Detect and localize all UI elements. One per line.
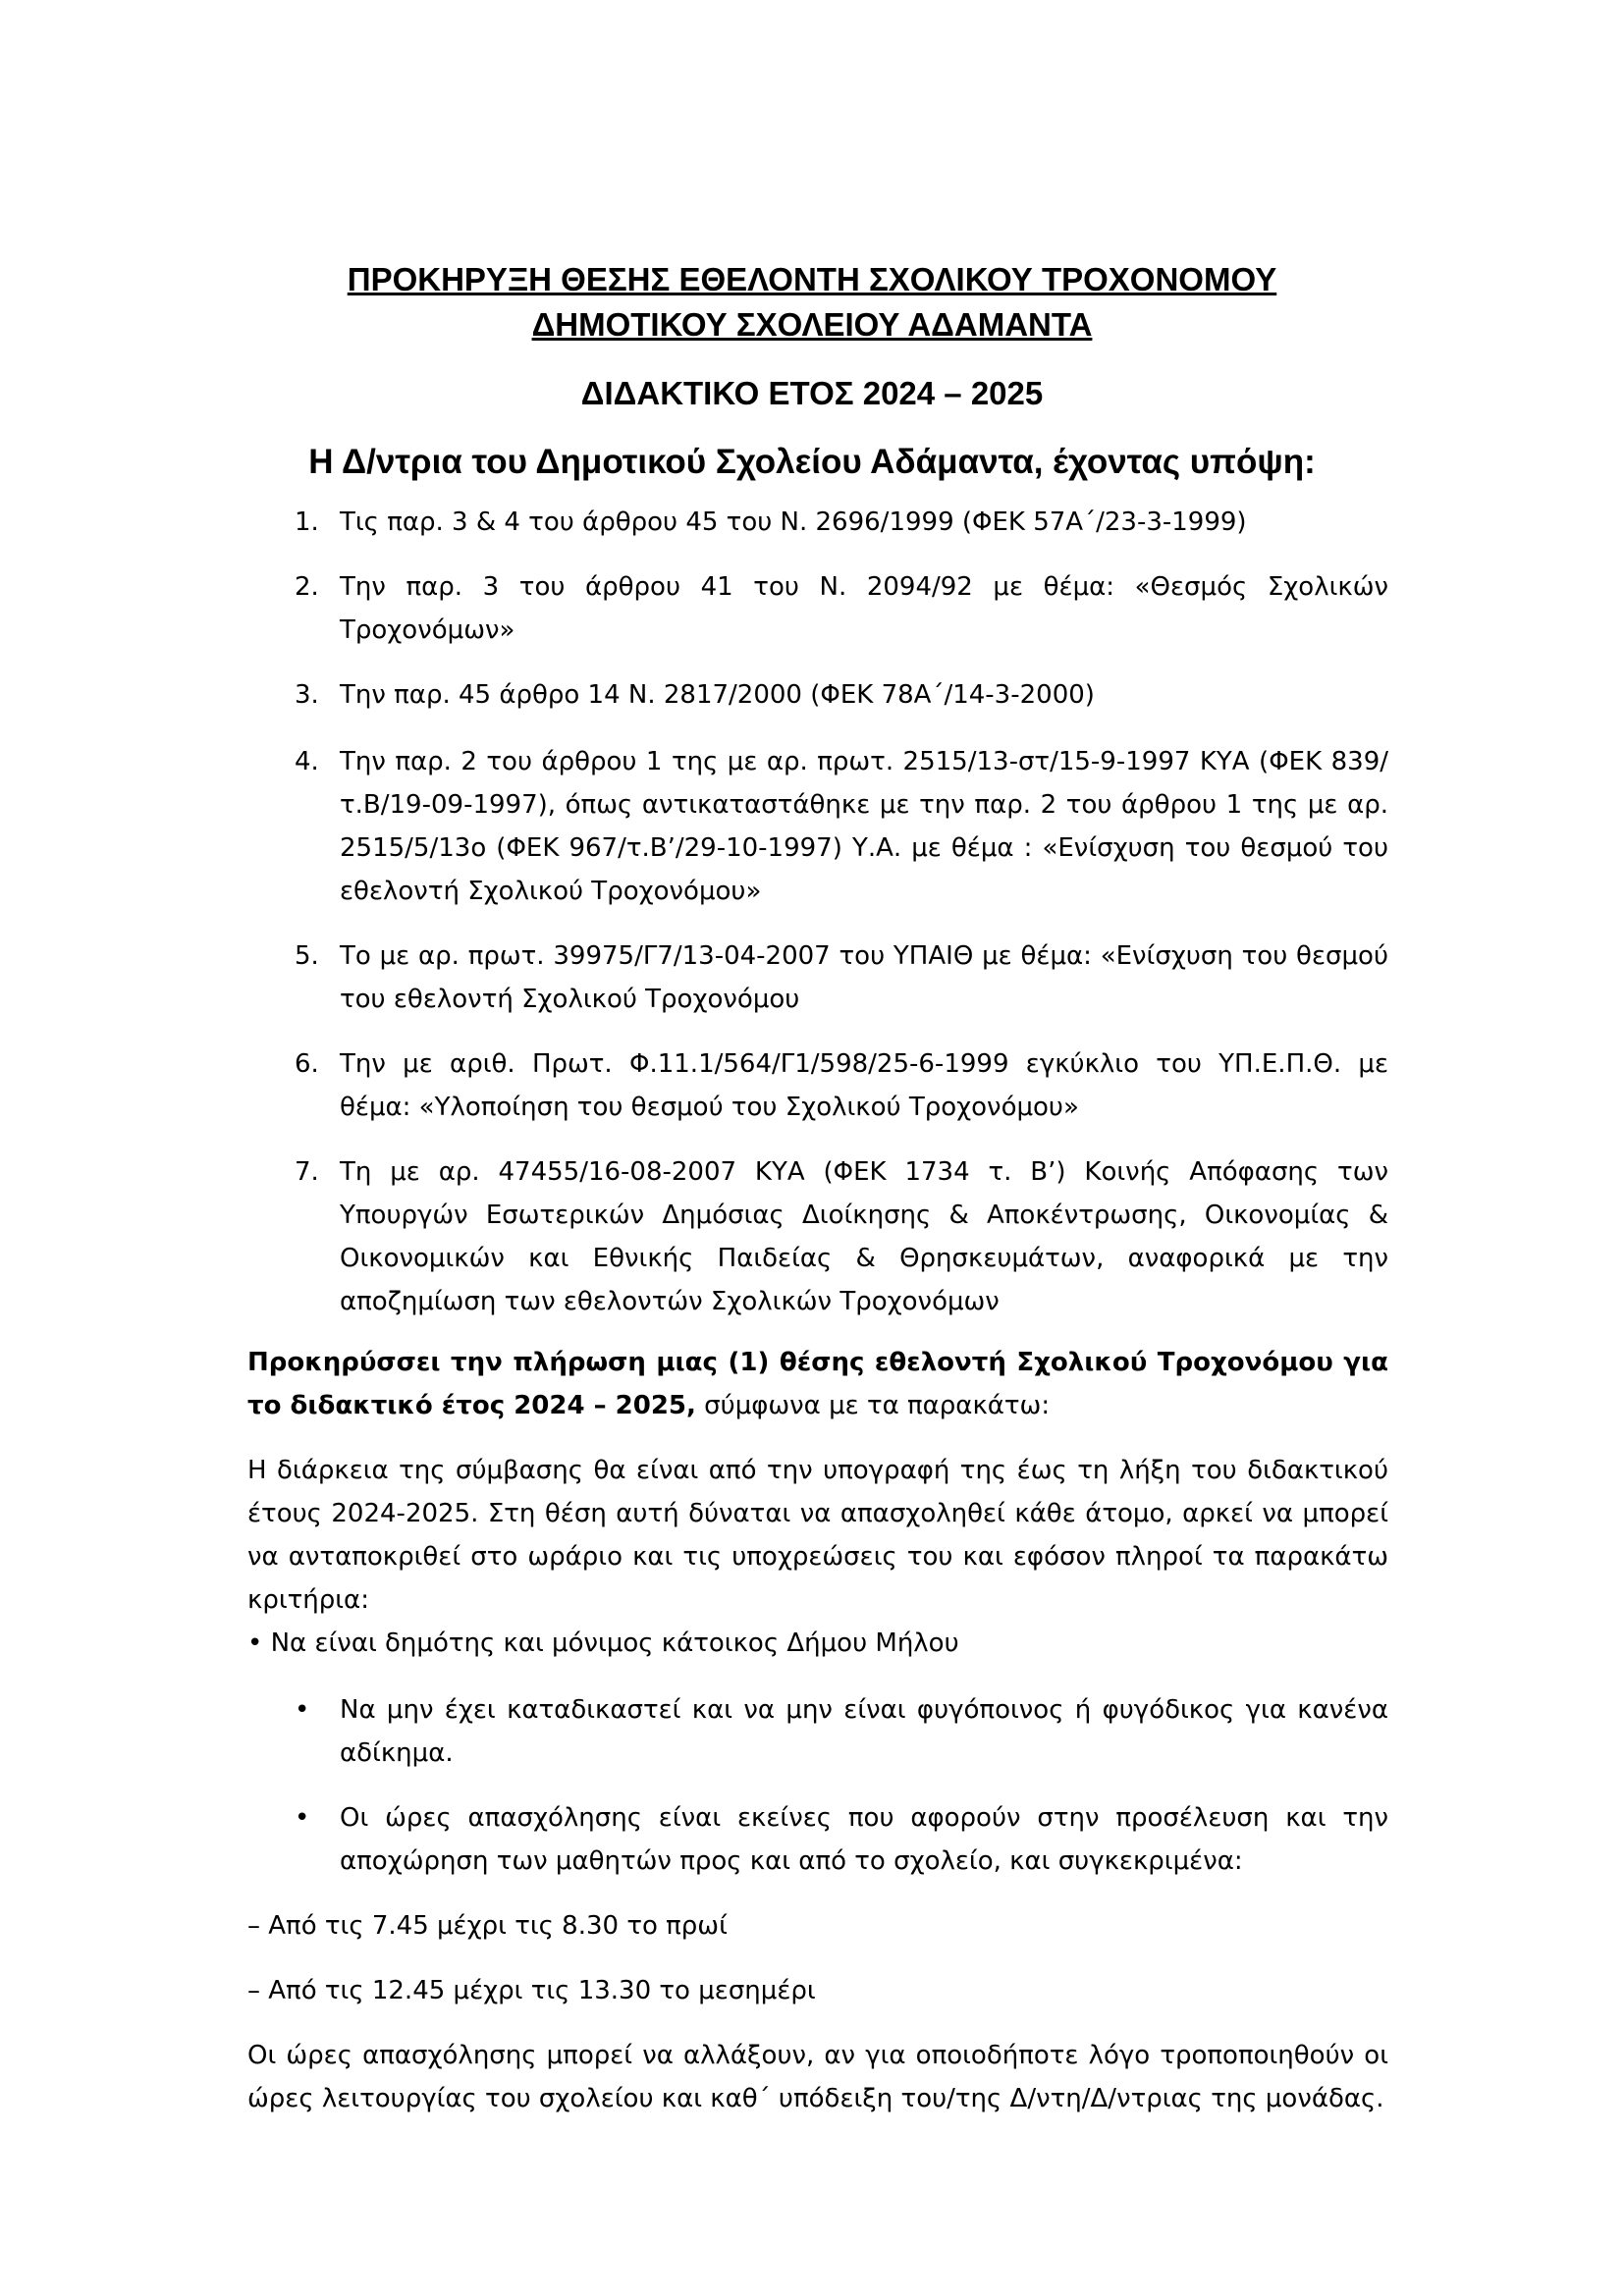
list-item-text: Τις παρ. 3 & 4 του άρθρου 45 του Ν. 2696/1999 (ΦΕΚ 57Α΄/23-3-1999) (340, 507, 1247, 537)
school-year-heading: ΔΙΔΑΚΤΙΚΟ ΕΤΟΣ 2024 – 2025 (580, 375, 1044, 411)
list-item-text: Την με αριθ. Πρωτ. Φ.11.1/564/Γ1/598/25-6-1999 εγκύκλιο του ΥΠ.Ε.Π.Θ. με θέμα: «Υλοποίηση του θεσμού του Σχολικού Τροχονόμου» (340, 1049, 1388, 1122)
schedule-text: Από τις 7.45 μέχρι τις 8.30 το πρωί (260, 1911, 728, 1941)
bullet-symbol: • (295, 1695, 310, 1725)
list-item-text: Την παρ. 2 του άρθρου 1 της με αρ. πρωτ. 2515/13-στ/15-9-1997 ΚΥΑ (ΦΕΚ 839/τ.Β/19-09-1997), όπως αντικαταστάθηκε με την παρ. 2 του άρθρου 1 της με αρ. 2515/5/13ο (ΦΕΚ 967/τ.Β’/29-10-1997) Υ.Α. με θέμα : «Ενίσχυση του θεσμού του εθελοντή Σχολικού Τροχονόμου» (340, 747, 1388, 906)
list-item-text: Το με αρ. πρωτ. 39975/Γ7/13-04-2007 του ΥΠΑΙΘ με θέμα: «Ενίσχυση του θεσμού του εθελοντή Σχολικού Τροχονόμου (340, 941, 1388, 1014)
title-line-1: ΠΡΟΚΗΡΥΞΗ ΘΕΣΗΣ ΕΘΕΛΟΝΤΗ ΣΧΟΛΙΚΟΥ ΤΡΟΧΟΝΟΜΟΥ (347, 261, 1277, 297)
schedule-text: Από τις 12.45 μέχρι τις 13.30 το μεσημέρι (260, 1976, 816, 2005)
bullet-symbol: • (295, 1803, 310, 1833)
document-title (0, 257, 1624, 347)
list-item-number: 3. (295, 680, 319, 710)
list-item-text: Την παρ. 45 άρθρο 14 Ν. 2817/2000 (ΦΕΚ 78Α΄/14-3-2000) (340, 680, 1095, 710)
schedule-dash: – (247, 1976, 260, 2005)
announcement-bold-text: Προκηρύσσει την πλήρωση μιας (1) θέσης εθελοντή Σχολικού Τροχονόμου για το διδακτικό έτος 2024 – 2025, (247, 1348, 1388, 1420)
announcement-rest-text: σύμφωνα με τα παρακάτω: (695, 1391, 1051, 1420)
bullet-text: Οι ώρες απασχόλησης είναι εκείνες που αφορούν στην προσέλευση και την αποχώρηση των μαθητών προς και από το σχολείο, και συγκεκριμένα: (340, 1803, 1388, 1876)
list-item-number: 5. (295, 941, 319, 971)
list-item-text: Την παρ. 3 του άρθρου 41 του Ν. 2094/92 με θέμα: «Θεσμός Σχολικών Τροχονόμων» (340, 572, 1388, 645)
schedule-dash: – (247, 1911, 260, 1941)
schedule-line-noon (247, 1969, 1388, 2012)
title-line-2: ΔΗΜΟΤΙΚΟΥ ΣΧΟΛΕΙΟΥ ΑΔΑΜΑΝΤΑ (531, 306, 1093, 343)
bullet-text: Να μην έχει καταδικαστεί και να μην είναι φυγόποινος ή φυγόδικος για κανένα αδίκημα. (340, 1695, 1388, 1768)
list-item-number: 2. (295, 572, 319, 602)
list-item-number: 4. (295, 747, 319, 776)
intro-heading: Η Δ/ντρια του Δημοτικού Σχολείου Αδάμαντα, έχοντας υπόψη: (308, 443, 1316, 481)
closing-paragraph: Οι ώρες απασχόλησης μπορεί να αλλάξουν, αν για οποιοδήποτε λόγο τροποποιηθούν οι ώρες λειτουργίας του σχολείου και καθ΄ υπόδειξη του/της Δ/ντη/Δ/ντριας της μονάδας. (247, 2041, 1388, 2113)
list-item-text: Τη με αρ. 47455/16-08-2007 ΚΥΑ (ΦΕΚ 1734 τ. Β’) Κοινής Απόφασης των Υπουργών Εσωτερικών Δημόσιας Διοίκησης & Αποκέντρωσης, Οικονομίας & Οικονομικών και Εθνικής Παιδείας & Θρησκευμάτων, αναφορικά με την αποζημίωση των εθελοντών Σχολικών Τροχονόμων (340, 1157, 1388, 1316)
list-item-number: 1. (295, 507, 319, 537)
announcement-paragraph (247, 1341, 1388, 1427)
list-item-number: 6. (295, 1049, 319, 1079)
duration-paragraph: Η διάρκεια της σύμβασης θα είναι από την υπογραφή της έως τη λήξη του διδακτικού έτους 2024-2025. Στη θέση αυτή δύναται να απασχοληθεί κάθε άτομο, αρκεί να μπορεί να ανταποκριθεί στο ωράριο και τις υποχρεώσεις του και εφόσον πληροί τα παρακάτω κριτήρια: (247, 1456, 1388, 1615)
schedule-line-morning (247, 1904, 1388, 1948)
list-item-number: 7. (295, 1157, 319, 1187)
residency-criterion: • Να είναι δημότης και μόνιμος κάτοικος Δήμου Μήλου (247, 1629, 959, 1658)
